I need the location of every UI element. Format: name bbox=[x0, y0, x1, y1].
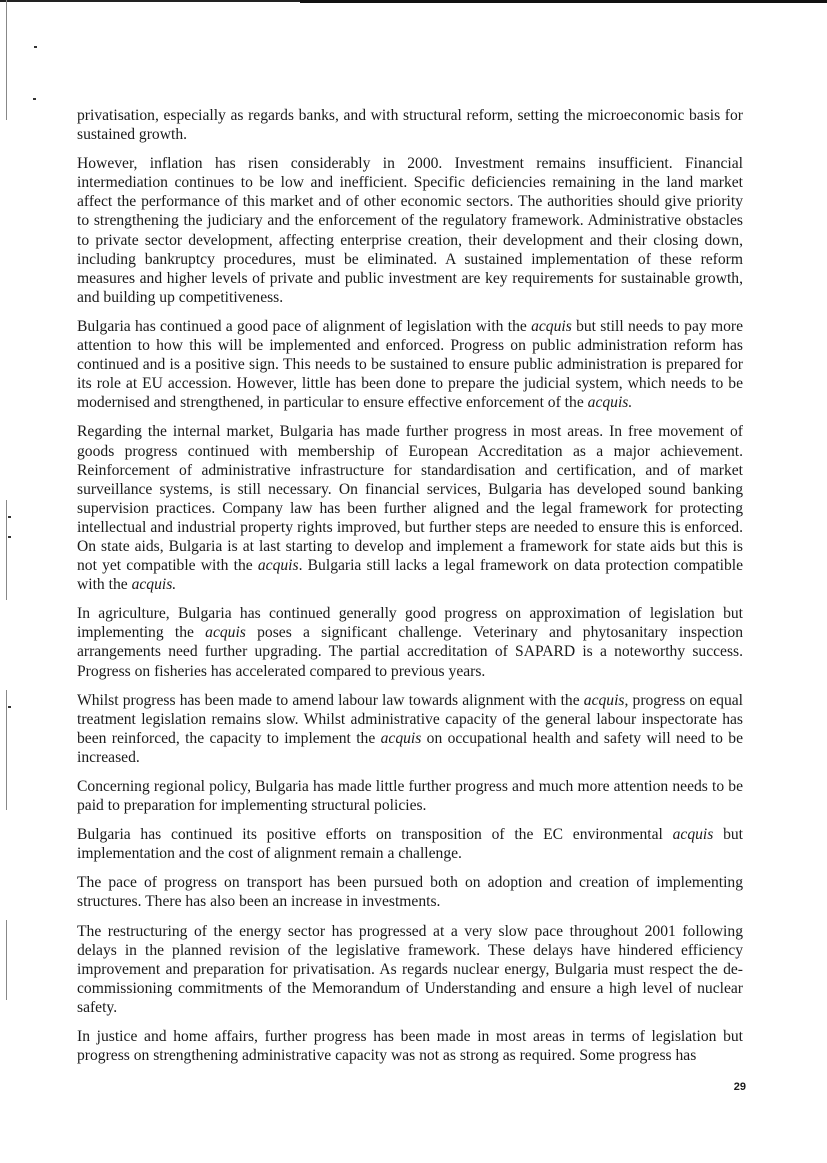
text-run: In agriculture, Bulgaria has continued generally good progress on approximation of legislation but implementing the bbox=[77, 605, 743, 642]
scan-left-edge bbox=[6, 0, 7, 120]
scan-speck bbox=[8, 536, 11, 538]
text-run: but implementation and the cost of alignment remain a challenge. bbox=[77, 826, 743, 863]
scan-speck bbox=[33, 98, 36, 100]
italic-term: acquis bbox=[583, 691, 625, 709]
text-run: The pace of progress on transport has been pursued both on adoption and creation of implementing structures. There has also been an increase in investments. bbox=[77, 874, 743, 911]
italic-term: acquis bbox=[205, 624, 246, 642]
italic-term: acquis. bbox=[131, 576, 177, 594]
paragraph bbox=[77, 1027, 743, 1065]
italic-term: acquis bbox=[672, 826, 714, 844]
paragraph bbox=[77, 317, 743, 412]
paragraph bbox=[77, 873, 743, 911]
text-run: Bulgaria has continued its positive efforts on transposition of the EC environmental bbox=[77, 826, 673, 844]
scan-top-border-dark bbox=[300, 0, 827, 3]
paragraph bbox=[77, 106, 743, 144]
paragraph bbox=[77, 825, 743, 863]
italic-term: acquis bbox=[257, 557, 299, 575]
text-run: . Bulgaria still lacks a legal framework on data protection compatible with the bbox=[77, 557, 743, 594]
scan-speck bbox=[34, 46, 37, 48]
scan-left-edge bbox=[6, 690, 7, 810]
text-run: but still needs to pay more attention to how this will be implemented and enforced. Progress on public administration reform has continued and is a positive sign. This needs to be sustained to ensure public administration is prepared for its role at EU accession. However, little has been done to prepare the judicial system, which needs to be modernised and strengthened, in particular to ensure effective enforcement of the bbox=[77, 317, 743, 412]
text-run: Concerning regional policy, Bulgaria has made little further progress and much more attention needs to be paid to preparation for implementing structural policies. bbox=[77, 778, 743, 815]
text-run: The restructuring of the energy sector has progressed at a very slow pace throughout 2001 following delays in the planned revision of the legislative framework. These delays have hindered efficiency improvement and preparation for privatisation. As regards nuclear energy, Bulgaria must respect the de-commissioning commitments of the Memorandum of Understanding and ensure a high level of nuclear safety. bbox=[77, 922, 743, 1016]
paragraph bbox=[77, 777, 743, 815]
paragraph bbox=[77, 154, 743, 307]
text-run: on occupational health and safety will need to be increased. bbox=[77, 729, 743, 766]
scan-left-edge bbox=[6, 500, 7, 600]
paragraph bbox=[77, 422, 743, 594]
scan-speck bbox=[8, 706, 11, 708]
text-run: However, inflation has risen considerably in 2000. Investment remains insufficient. Financial intermediation continues to be low and inefficient. Specific deficiencies remaining in the land market affect the performance of this market and of other economic sectors. The authorities should give priority to strengthening the judiciary and the enforcement of the regulatory framework. Administrative obstacles to private sector development, affecting enterprise creation, their development and their closing down, including bankruptcy procedures, must be eliminated. A sustained implementation of these reform measures and higher levels of private and public investment are key requirements for sustainable growth, and building up competitiveness. bbox=[77, 155, 743, 306]
text-run: Bulgaria has continued a good pace of alignment of legislation with the bbox=[77, 317, 532, 335]
text-run: privatisation, especially as regards banks, and with structural reform, setting the microeconomic basis for sustained growth. bbox=[77, 107, 743, 144]
italic-term: acquis bbox=[531, 317, 572, 335]
text-run: Regarding the internal market, Bulgaria has made further progress in most areas. In free movement of goods progress continued with membership of European Accreditation as a major achievement. Reinforcement of administrative infrastructure for standardisation and certification, and of market surveillance systems, is still necessary. On financial services, Bulgaria has developed sound banking supervision practices. Company law has been further aligned and the legal framework for protecting intellectual and industrial property rights improved, but further steps are needed to ensure this is enforced. On state aids, Bulgaria is at last starting to develop and implement a framework for state aids but this is not yet compatible with the bbox=[77, 423, 743, 575]
italic-term: acquis. bbox=[587, 394, 633, 412]
page-number: 29 bbox=[733, 1081, 746, 1093]
document-body bbox=[77, 106, 743, 1075]
italic-term: acquis bbox=[380, 729, 422, 747]
scan-left-edge bbox=[6, 920, 7, 1000]
paragraph bbox=[77, 922, 743, 1017]
text-run: Whilst progress has been made to amend labour law towards alignment with the bbox=[77, 691, 584, 709]
text-run: In justice and home affairs, further progress has been made in most areas in terms of legislation but progress on strengthening administrative capacity was not as strong as required. Some progress has bbox=[77, 1028, 743, 1065]
paragraph bbox=[77, 691, 743, 767]
text-run: , progress on equal treatment legislation remains slow. Whilst administrative capacity of the general labour inspectorate has been reinforced, the capacity to implement the bbox=[77, 691, 743, 747]
text-run: poses a significant challenge. Veterinary and phytosanitary inspection arrangements need further upgrading. The partial accreditation of SAPARD is a noteworthy success. Progress on fisheries has accelerated compared to previous years. bbox=[77, 624, 743, 680]
scan-speck bbox=[8, 516, 11, 518]
paragraph bbox=[77, 604, 743, 680]
